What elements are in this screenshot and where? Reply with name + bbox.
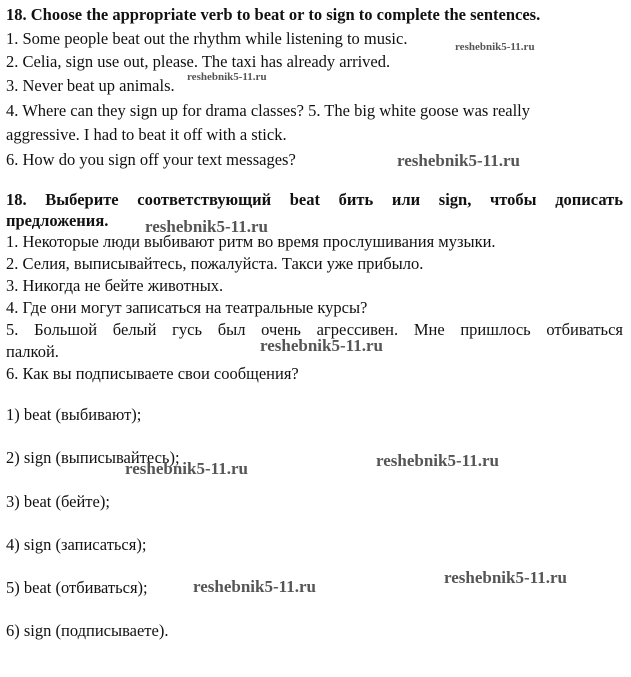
english-line: 1. Some people beat out the rhythm while listening to music. (6, 29, 408, 48)
english-line: 2. Celia, sign use out, please. The taxi has already arrived. (6, 52, 391, 71)
watermark: reshebnik5-11.ru (376, 451, 499, 470)
english-title: 18. Choose the appropriate verb to beat or to sign to complete the sentences. (6, 5, 541, 24)
answer: 3) beat (бейте); (6, 492, 110, 511)
answer: 4) sign (записаться); (6, 535, 147, 554)
watermark: reshebnik5-11.ru (145, 217, 268, 236)
russian-line: 1. Некоторые люди выбивают ритм во время прослушивания музыки. (6, 232, 496, 251)
russian-line: 6. Как вы подписываете свои сообщения? (6, 364, 299, 383)
answer: 1) beat (выбивают); (6, 405, 142, 424)
watermark: reshebnik5-11.ru (397, 151, 520, 170)
watermark: reshebnik5-11.ru (187, 71, 267, 83)
answer: 5) beat (отбиваться); (6, 578, 148, 597)
russian-title-cont: предложения. (6, 211, 109, 230)
watermark: reshebnik5-11.ru (444, 568, 567, 587)
watermark: reshebnik5-11.ru (455, 41, 535, 53)
english-line: 6. How do you sign off your text messages? (6, 150, 296, 169)
answer: 6) sign (подписываете). (6, 621, 169, 640)
russian-line: 4. Где они могут записаться на театральные курсы? (6, 298, 368, 317)
watermark: reshebnik5-11.ru (260, 336, 383, 355)
watermark: reshebnik5-11.ru (193, 577, 316, 596)
russian-line: 3. Никогда не бейте животных. (6, 276, 224, 295)
english-line: aggressive. I had to beat it off with a stick. (6, 125, 287, 144)
russian-line: палкой. (6, 342, 59, 361)
russian-line: 5. Большой белый гусь был очень агрессивен. Мне пришлось отбиваться (6, 320, 623, 339)
russian-title: 18. Выберите соответствующий beat бить или sign, чтобы дописать (6, 190, 623, 209)
answer: 2) sign (выписывайтесь); (6, 448, 180, 467)
english-line: 3. Never beat up animals. (6, 76, 175, 95)
russian-line: 2. Селия, выписывайтесь, пожалуйста. Такси уже прибыло. (6, 254, 424, 273)
english-line: 4. Where can they sign up for drama classes? 5. The big white goose was really (6, 101, 531, 120)
watermark: reshebnik5-11.ru (125, 459, 248, 478)
